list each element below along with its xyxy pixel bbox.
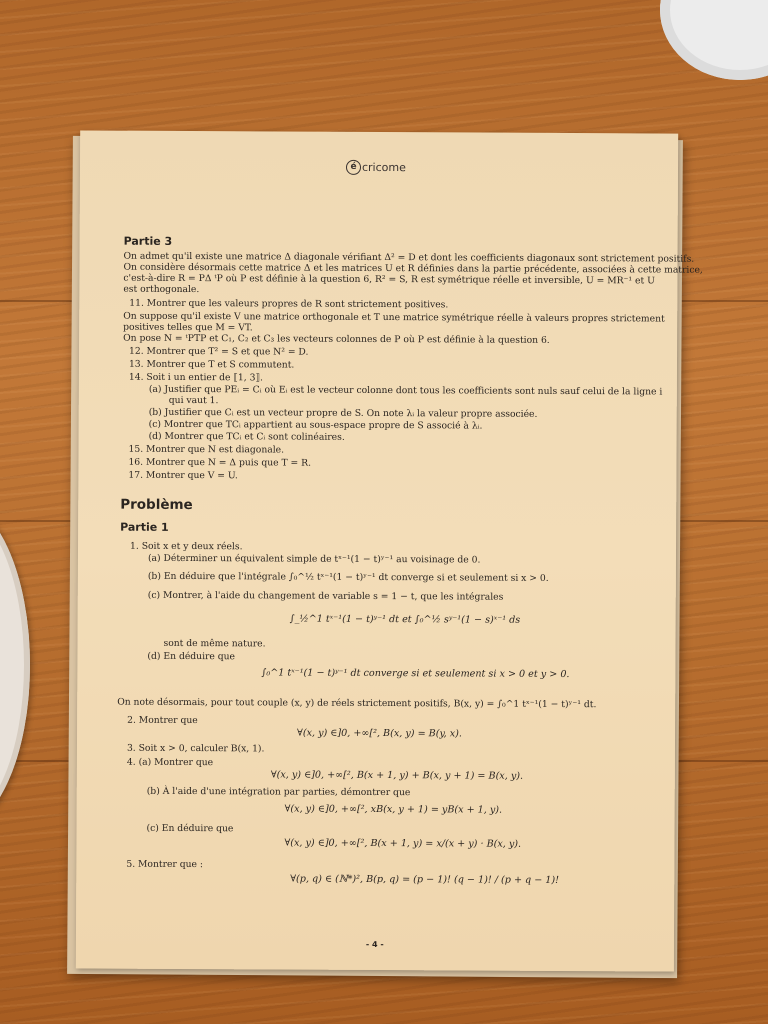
- equation-1d: ∫₀^1 tˣ⁻¹(1 − t)ʸ⁻¹ dt converge si et seulement si x > 0 et y > 0.: [261, 667, 570, 681]
- question-1a: (a) Déterminer un équivalent simple de tˣ⁻¹(1 − t)ʸ⁻¹ au voisinage de 0.: [147, 552, 481, 566]
- equation-1c: ∫_½^1 tˣ⁻¹(1 − t)ʸ⁻¹ dt et ∫₀^½ sʸ⁻¹(1 − s)ˣ⁻¹ ds: [289, 613, 521, 626]
- suppose-line: On suppose qu'il existe V une matrice orthogonale et T une matrice symétrique réelle à valeurs propres strictement: [123, 310, 665, 325]
- partie3-intro-line: est orthogonale.: [123, 283, 200, 296]
- partie3-heading: Partie 3: [123, 234, 173, 248]
- ecricome-logo: [346, 160, 406, 175]
- question-14a-cont: qui vaut 1.: [168, 394, 219, 407]
- partie1-heading: Partie 1: [120, 520, 169, 534]
- question-14d: (d) Montrer que TCᵢ et Cᵢ sont colinéaires.: [148, 430, 345, 443]
- exam-page: [76, 130, 703, 971]
- question-4c: (c) En déduire que: [146, 822, 234, 835]
- equation-4c: ∀(x, y) ∈]0, +∞[², B(x + 1, y) = x/(x + y) · B(x, y).: [284, 837, 522, 850]
- partie3-intro-line: On considère désormais cette matrice Δ et les matrices U et R définies dans la partie précédente, associées à cette matrice,: [123, 261, 703, 276]
- question-11: 11. Montrer que les valeurs propres de R sont strictement positives.: [129, 297, 449, 311]
- question-1d: (d) En déduire que: [147, 650, 236, 663]
- equation-4b: ∀(x, y) ∈]0, +∞[², xB(x, y + 1) = yB(x + 1, y).: [284, 803, 503, 816]
- question-4b: (b) À l'aide d'une intégration par parties, démontrer que: [146, 785, 411, 799]
- equation-2: ∀(x, y) ∈]0, +∞[², B(x, y) = B(y, x).: [297, 727, 462, 740]
- question-3: 3. Soit x > 0, calculer B(x, 1).: [126, 742, 265, 755]
- question-4a: 4. (a) Montrer que: [126, 756, 214, 769]
- question-1c: (c) Montrer, à l'aide du changement de variable s = 1 − t, que les intégrales: [147, 589, 504, 603]
- equation-5: ∀(p, q) ∈ (ℕ*)², B(p, q) = (p − 1)! (q − 1)! / (p + q − 1)!: [290, 873, 560, 886]
- question-14a: (a) Justifier que PEᵢ = Cᵢ où Eᵢ est le vecteur colonne dont tous les coefficients sont nuls sauf celui de la ligne i: [148, 383, 663, 398]
- cup-edge: [660, 0, 768, 80]
- suppose-line: positives telles que M = VT.: [123, 321, 253, 334]
- suppose-line: On pose N = ᵗPTP et C₁, C₂ et C₃ les vecteurs colonnes de P où P est définie à la question 6.: [123, 332, 550, 346]
- definition-note: On note désormais, pour tout couple (x, y) de réels strictement positifs, B(x, y) = ∫₀^1 tˣ⁻¹(1 − t)ʸ⁻¹ dt.: [117, 696, 597, 711]
- question-12: 12. Montrer que T² = S et que N² = D.: [129, 345, 309, 358]
- question-1b: (b) En déduire que l'intégrale ∫₀^½ tˣ⁻¹(1 − t)ʸ⁻¹ dt converge si et seulement si x > 0.: [147, 570, 549, 584]
- question-13: 13. Montrer que T et S commutent.: [128, 358, 295, 371]
- plate-edge: [0, 500, 30, 830]
- question-15: 15. Montrer que N est diagonale.: [128, 443, 285, 456]
- question-16: 16. Montrer que N = Δ puis que T = R.: [128, 456, 312, 469]
- equation-4a: ∀(x, y) ∈]0, +∞[², B(x + 1, y) + B(x, y + 1) = B(x, y).: [270, 769, 524, 782]
- question-14b: (b) Justifier que Cᵢ est un vecteur propre de S. On note λᵢ la valeur propre associée.: [148, 406, 538, 420]
- question-5: 5. Montrer que :: [126, 858, 204, 871]
- probleme-heading: Problème: [120, 496, 193, 514]
- question-1c-end: sont de même nature.: [163, 637, 266, 650]
- question-2: 2. Montrer que: [127, 714, 198, 727]
- ecricome-logo-text: cricome: [361, 160, 406, 175]
- question-1: 1. Soit x et y deux réels.: [129, 540, 243, 553]
- partie3-intro-line: On admet qu'il existe une matrice Δ diagonale vérifiant Δ² = D et dont les coefficients diagonaux sont strictement positifs.: [123, 250, 695, 265]
- ecricome-logo-mark: é: [346, 160, 361, 175]
- question-17: 17. Montrer que V = U.: [128, 469, 238, 482]
- question-14: 14. Soit i un entier de ⟦1, 3⟧.: [128, 371, 263, 384]
- partie3-intro-line: c'est-à-dire R = PΔ ᵗP où P est définie à la question 6, R² = S, R est symétrique réelle et inversible, U = MR⁻¹ et U: [123, 272, 655, 287]
- question-14c: (c) Montrer que TCᵢ appartient au sous-espace propre de S associé à λᵢ.: [148, 418, 483, 432]
- page-number: - 4 -: [365, 939, 384, 950]
